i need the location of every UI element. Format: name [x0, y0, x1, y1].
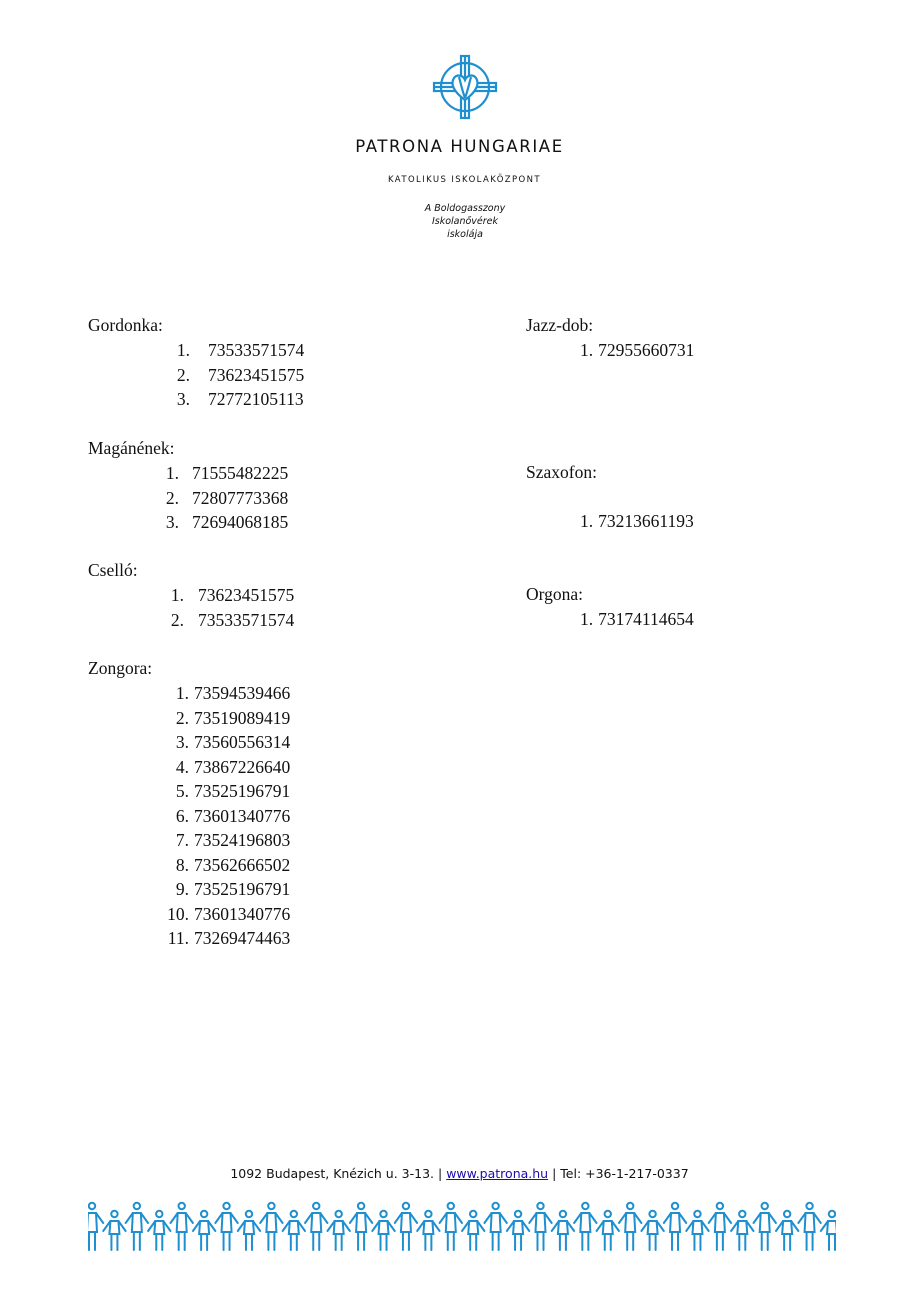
- motto-line: A Boldogasszony: [424, 203, 506, 214]
- section-title: Magánének:: [88, 438, 175, 458]
- list-item: 5. 73525196791: [175, 781, 291, 801]
- number-list: [172, 338, 304, 412]
- list-item: 1. 73623451575: [170, 585, 295, 605]
- list-item: 3. 72772105113: [176, 389, 304, 409]
- list-item: 4. 73867226640: [175, 756, 291, 777]
- list-item: 2. 72807773368: [165, 487, 289, 508]
- org-name: PATRONA HUNGARIAE: [355, 137, 564, 156]
- number-list: [168, 583, 294, 632]
- footer-address: 1092 Budapest, Knézich u. 3-13. |: [230, 1166, 443, 1181]
- list-item: 2. 73519089419: [175, 707, 291, 728]
- website-link[interactable]: www.patrona.hu: [446, 1166, 549, 1181]
- section-title: Szaxofon:: [526, 462, 597, 482]
- list-item: 9. 73525196791: [175, 879, 291, 899]
- footer-contact: [0, 1166, 919, 1181]
- number-list: [580, 338, 694, 363]
- motto-line: iskolája: [447, 229, 483, 240]
- section-title: Gordonka:: [88, 315, 163, 335]
- section-title: Jazz-dob:: [526, 315, 594, 335]
- number-list: [580, 607, 694, 632]
- number-list: [163, 461, 288, 535]
- number-list: [580, 509, 694, 534]
- list-item: 3. 72694068185: [165, 512, 289, 532]
- org-subtitle: KATOLIKUS ISKOLAKÖZPONT: [387, 175, 541, 185]
- cross-heart-logo-icon: [432, 54, 498, 120]
- list-item: 6. 73601340776: [175, 805, 291, 826]
- section-title: Orgona:: [526, 584, 584, 604]
- list-item: 8. 73562666502: [175, 854, 291, 875]
- children-holding-hands-border-icon: [88, 1198, 836, 1252]
- section-title: Zongora:: [88, 658, 153, 678]
- list-item: 3. 73560556314: [175, 732, 291, 752]
- list-item: 1. 73533571574: [176, 340, 305, 360]
- list-item: 10. 73601340776: [167, 903, 291, 924]
- list-item: 7. 73524196803: [175, 830, 291, 850]
- footer-phone: | Tel: +36-1-217-0337: [552, 1166, 689, 1181]
- list-item: 2. 73623451575: [176, 364, 305, 385]
- org-motto: [420, 202, 510, 241]
- list-item: 11. 73269474463: [167, 928, 291, 948]
- list-item: 1. 72955660731: [580, 340, 695, 360]
- list-item: 1. 73174114654: [580, 609, 694, 629]
- section-title: Cselló:: [88, 560, 138, 580]
- list-item: 2. 73533571574: [170, 609, 295, 630]
- number-list: [168, 681, 290, 951]
- list-item: 1. 73594539466: [175, 683, 291, 703]
- motto-line: Iskolanővérek: [431, 216, 499, 227]
- list-item: 1. 73213661193: [580, 511, 694, 531]
- list-item: 1. 71555482225: [165, 463, 289, 483]
